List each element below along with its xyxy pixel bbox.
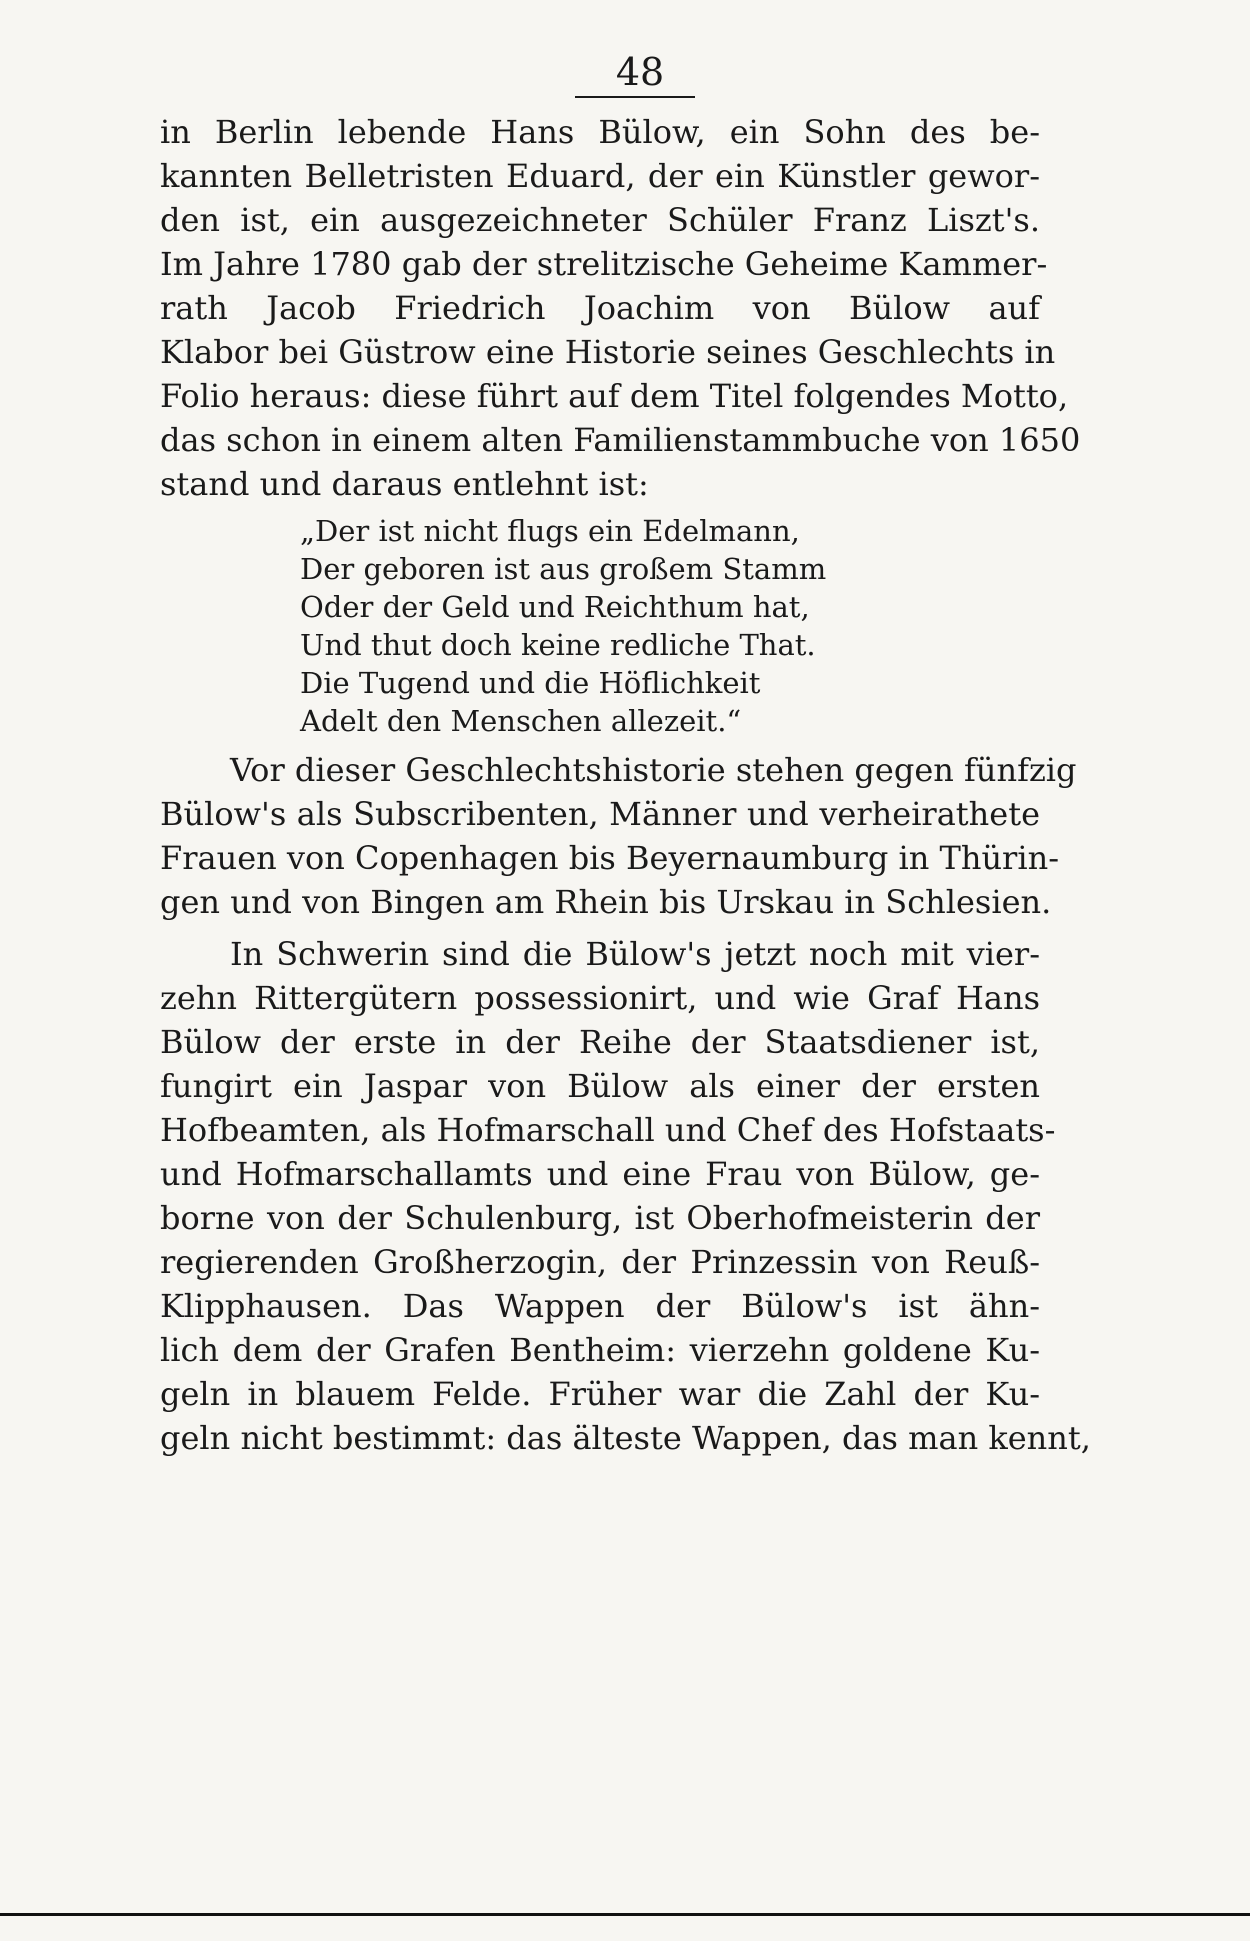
para1-line-6: Klabor bei Güstrow eine Historie seines Geschlechts in	[160, 333, 1056, 371]
para2-line-4: gen und von Bingen am Rhein bis Urskau in Schlesien.	[160, 883, 1052, 921]
para3-line-2: zehn Rittergütern possessionirt, und wie Graf Hans	[160, 979, 1040, 1017]
para1-line-5: rath Jacob Friedrich Joachim von Bülow auf	[160, 289, 1040, 327]
verse-line-6: Adelt den Menschen allezeit.“	[300, 704, 742, 738]
para1-line-8: das schon in einem alten Familienstammbuche von 1650	[160, 421, 1081, 459]
para3-line-8: regierenden Großherzogin, der Prinzessin von Reuß-	[160, 1243, 1040, 1281]
para1-line-2: kannten Belletristen Eduard, der ein Künstler gewor-	[160, 157, 1040, 195]
para2-line-1: Vor dieser Geschlechtshistorie stehen gegen fünfzig	[230, 751, 1077, 789]
para3-line-4: fungirt ein Jaspar von Bülow als einer der ersten	[160, 1067, 1040, 1105]
verse-line-5: Die Tugend und die Höflichkeit	[300, 666, 761, 700]
para3-line-7: borne von der Schulenburg, ist Oberhofmeisterin der	[160, 1199, 1040, 1237]
para3-line-11: geln in blauem Felde. Früher war die Zahl der Ku-	[160, 1375, 1040, 1413]
para3-line-9: Klipphausen. Das Wappen der Bülow's ist ähn-	[160, 1287, 1040, 1325]
para3-line-12: geln nicht bestimmt: das älteste Wappen, das man kennt,	[160, 1419, 1091, 1457]
para1-line-9: stand und daraus entlehnt ist:	[160, 465, 649, 503]
page-number: 48	[615, 50, 665, 94]
header-rule	[575, 96, 695, 98]
para3-line-10: lich dem der Grafen Bentheim: vierzehn goldene Ku-	[160, 1331, 1040, 1369]
verse-line-4: Und thut doch keine redliche That.	[300, 628, 816, 662]
para3-line-6: und Hofmarschallamts und eine Frau von Bülow, ge-	[160, 1155, 1040, 1193]
verse-line-1: „Der ist nicht flugs ein Edelmann,	[300, 514, 800, 548]
para3-line-5: Hofbeamten, als Hofmarschall und Chef des Hofstaats-	[160, 1111, 1056, 1149]
bottom-scan-edge	[0, 1913, 1250, 1916]
verse-line-3: Oder der Geld und Reichthum hat,	[300, 590, 810, 624]
para1-line-1: in Berlin lebende Hans Bülow, ein Sohn des be-	[160, 113, 1040, 151]
para3-line-1: In Schwerin sind die Bülow's jetzt noch mit vier-	[230, 935, 1040, 973]
verse-line-2: Der geboren ist aus großem Stamm	[300, 552, 827, 586]
para1-line-7: Folio heraus: diese führt auf dem Titel folgendes Motto,	[160, 377, 1069, 415]
para2-line-3: Frauen von Copenhagen bis Beyernaumburg in Thürin-	[160, 839, 1059, 877]
para1-line-4: Im Jahre 1780 gab der strelitzische Geheime Kammer-	[160, 245, 1048, 283]
para3-line-3: Bülow der erste in der Reihe der Staatsdiener ist,	[160, 1023, 1040, 1061]
para1-line-3: den ist, ein ausgezeichneter Schüler Franz Liszt's.	[160, 201, 1040, 239]
para2-line-2: Bülow's als Subscribenten, Männer und verheirathete	[160, 795, 1040, 833]
